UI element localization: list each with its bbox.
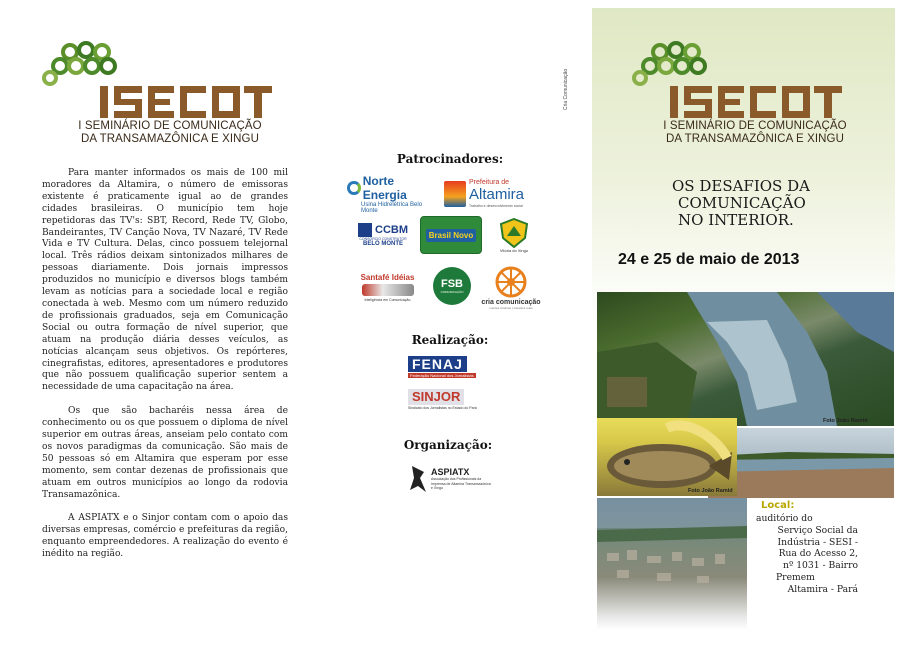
article-paragraph-3: A ASPIATX e o Sinjor contam com o apoio das diversas empresas, comércio e prefeituras da região, enquanto empreendedores. A realização do evento é inédito na região. — [42, 513, 288, 560]
fsb-tag: COMUNICAÇÃO — [440, 289, 464, 294]
brasil-novo-name: Brasil Novo — [426, 229, 476, 242]
local-label: Local: — [761, 500, 795, 511]
event-date: 24 e 25 de maio de 2013 — [618, 251, 800, 268]
sponsor-vitoria-xingu — [495, 214, 533, 256]
realizacao-sinjor — [408, 386, 492, 412]
logo-subtitle-line1: I SEMINÁRIO DE COMUNICAÇÃO — [78, 120, 262, 132]
ccbm-logo-icon — [358, 223, 372, 237]
article-paragraph-1: Para manter informados os mais de 100 mil moradores da Altamira, o número de emissoras existente é praticamente igual ao de grandes cidades brasileiras. O município tem hoje repetidoras das TV's: SBT, Record, Rede TV, Globo, Bandeirantes, TV Canção Nova, TV Nazaré, TV Rede Vida e TV Cultura. Delas, cinco possuem telejornal local. Três rádios deixam sintonizados milhares de pessoas diariamente. Dois jornais impressos produzidos no município e diversos blogs também levam as notícias para a sociedade local e região conectada à web. Mesmo com um número reduzido de profissionais graduados, seja em Comunicação Social ou outra formação de nível superior, que atuam na produção diária desses veículos, as notícias alcançam seus objetivos. Os repórteres, cinegrafistas, editores, apresentadores e produtores que não possuem qualificação superior sentem a necessidade de uma capacitação na área. — [42, 168, 288, 393]
cria-tag: mentes criativas | soluções reais — [489, 305, 533, 310]
norte-energia-tag: Usina Hidrelétrica Belo Monte — [361, 202, 423, 214]
santafe-tag: Inteligência em Comunicação — [364, 297, 411, 302]
prefeitura-name: Altamira — [469, 185, 525, 203]
headline-line1: OS DESAFIOS DA — [672, 177, 810, 195]
river-aerial-photo — [597, 292, 894, 426]
cria-wheel-icon — [494, 265, 528, 299]
ccbm-name: CCBM — [375, 224, 408, 236]
sinjor-name: SINJOR — [408, 389, 464, 405]
headline-line3: NO INTERIOR. — [678, 211, 794, 229]
local-line-4: Rua do Acesso 2, — [778, 548, 858, 560]
logo-rings-icon — [630, 40, 870, 120]
norte-energia-logo-icon — [347, 181, 361, 195]
vitoria-name: Vitória do Xingu — [499, 247, 529, 253]
realizacao-fenaj — [408, 354, 492, 380]
aspiatx-tag: Associação dos Profissionais da Imprensa de Altamira Transamazônica e Xingu — [431, 477, 491, 491]
sinjor-tag: Sindicato dos Jornalistas no Estado do Pará — [408, 405, 477, 410]
organizacao-title: Organização: — [403, 438, 493, 452]
logo-subtitle-line2: DA TRANSAMAZÔNICA E XINGU — [80, 133, 259, 145]
fenaj-name: FENAJ — [408, 356, 467, 372]
santafe-bus-icon — [362, 284, 414, 296]
sponsors-title: Patrocinadores: — [396, 152, 504, 166]
sponsor-ccbm — [353, 216, 413, 254]
right-logo — [630, 40, 870, 146]
local-line-6: Premem — [776, 571, 815, 583]
ccbm-tag: CONSÓRCIO CONSTRUTOR — [359, 237, 407, 241]
sponsor-cria — [478, 262, 544, 312]
ccbm-tag2: BELO MONTE — [363, 241, 403, 247]
left-logo — [40, 40, 280, 146]
river-landscape-icon — [597, 292, 894, 426]
sponsor-brasil-novo — [420, 216, 482, 254]
norte-energia-name: Norte Energia — [362, 174, 407, 202]
prefeitura-top: Prefeitura de — [469, 178, 510, 186]
aspiatx-name: ASPIATX — [431, 467, 470, 478]
event-headline — [672, 178, 862, 229]
fish-icon — [597, 418, 737, 496]
right-logo-subtitle-line2: DA TRANSAMAZÔNICA E XINGU — [665, 133, 844, 145]
headline-line2: COMUNICAÇÃO — [678, 194, 806, 212]
side-credit: Cria Comunicação — [563, 68, 569, 110]
fsb-logo-icon — [433, 267, 471, 305]
local-line-2: Serviço Social da — [777, 524, 858, 536]
right-logo-subtitle-line1: I SEMINÁRIO DE COMUNICAÇÃO — [663, 120, 847, 132]
sponsor-norte-energia — [343, 174, 439, 214]
cria-name: cria comunicação — [481, 298, 541, 306]
local-address — [748, 513, 858, 596]
sponsor-prefeitura-altamira — [442, 178, 534, 210]
local-line-1: auditório do — [756, 513, 813, 524]
santafe-name: Santafé Idéias — [360, 272, 415, 282]
prefeitura-tag: Trabalho e desenvolvimento social — [469, 203, 523, 208]
aspiatx-logo-icon — [408, 464, 428, 494]
prefeitura-logo-icon — [444, 181, 466, 207]
city-aerial-photo — [597, 498, 747, 630]
article-body — [42, 168, 288, 573]
photo-credit-2: Foto João Ramid — [688, 488, 733, 494]
sponsor-santafe — [355, 268, 420, 306]
logo-rings-icon — [40, 40, 280, 120]
organizacao-aspiatx — [408, 462, 498, 496]
vitoria-shield-icon — [499, 218, 529, 248]
photo-credit-1: Foto João Ramid — [823, 418, 868, 424]
sponsor-fsb — [432, 264, 472, 308]
fenaj-tag: Federação Nacional dos Jornalistas — [410, 373, 474, 378]
fish-photo — [597, 418, 737, 496]
local-line-7: Altamira - Pará — [787, 583, 858, 595]
city-landscape-icon — [597, 498, 747, 630]
fsb-name: FSB — [441, 277, 463, 290]
local-line-5: nº 1031 - Bairro — [783, 560, 858, 572]
realizacao-title: Realização: — [411, 333, 489, 347]
article-paragraph-2: Os que são bacharéis nessa área de conhecimento ou os que possuem o diploma de nível superior em outras áreas, anseiam pelo contato com os novos paradigmas da comunicação. São mais de 50 pessoas só em Altamira que esperam por esse momento, sem contar dezenas de profissionais que atuam em outros municípios ao longo da rodovia Transamazônica. — [42, 406, 288, 500]
local-line-3: Indústria - SESI - — [777, 536, 858, 548]
